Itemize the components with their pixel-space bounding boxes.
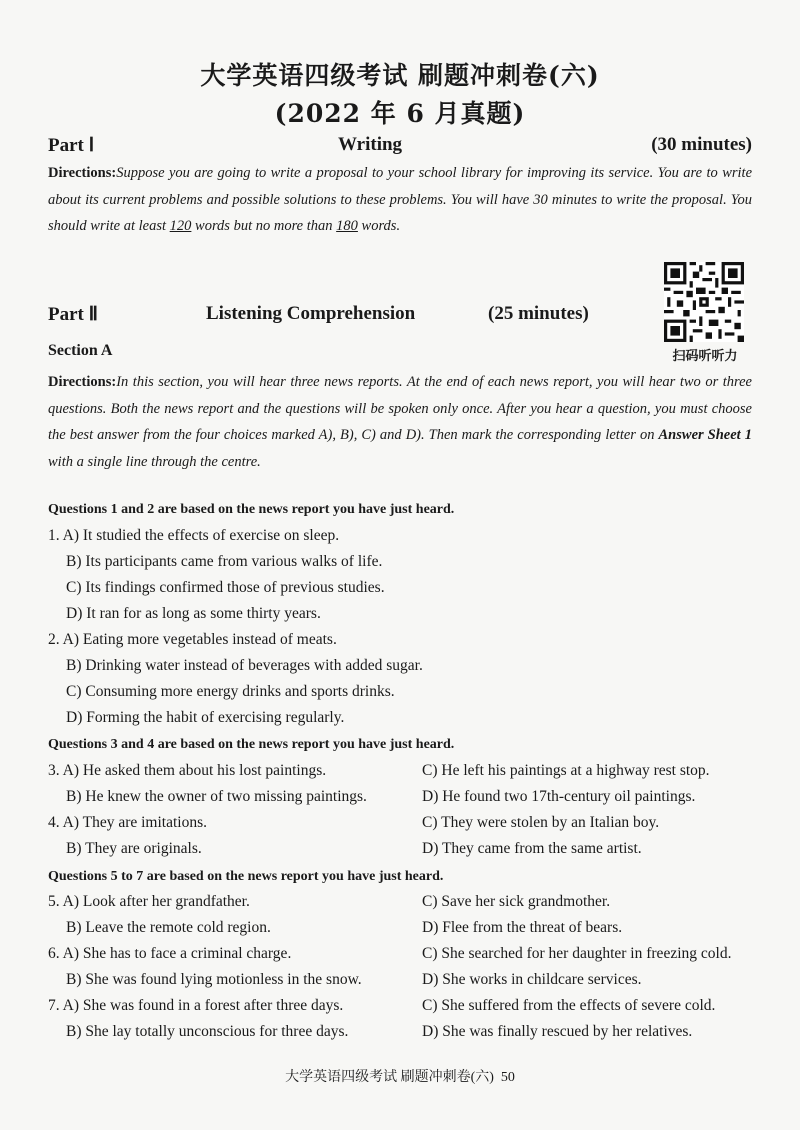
page-title: 大学英语四级考试 刷题冲刺卷(六) [200, 61, 600, 90]
qr-code-icon[interactable] [664, 262, 744, 342]
part1-directions [48, 160, 752, 240]
part1-heading [48, 134, 752, 160]
option-2c[interactable]: C) Consuming more energy drinks and sports drinks. [66, 683, 395, 700]
directions-text: Suppose you are going to write a proposal to your school library for improving its service. You are to write about its current problems and possible solutions to these problems. You will have 30 minutes to write the proposal. You should write at least [48, 165, 752, 234]
directions-text: words. [357, 218, 401, 234]
page-subtitle: (2022 年 6 月真题) [274, 99, 526, 128]
option-7c[interactable]: C) She suffered from the effects of severe cold. [422, 997, 716, 1014]
option-6b[interactable]: B) She was found lying motionless in the snow. [66, 971, 362, 988]
option-6c[interactable]: C) She searched for her daughter in freezing cold. [422, 945, 732, 962]
question-group-heading: Questions 1 and 2 are based on the news report you have just heard. [48, 502, 455, 517]
option-2a[interactable]: 2. A) Eating more vegetables instead of meats. [48, 631, 337, 648]
directions-text: In this section, you will hear three news reports. At the end of each news report, you will hear two or three questions. Both the news report and the questions will be spoken only once. After you hear a question, you must choose the best answer from the four choices marked A), B), C) and D). Then mark the corresponding letter on [48, 374, 752, 443]
question-group-heading: Questions 3 and 4 are based on the news report you have just heard. [48, 737, 455, 752]
part1-time: (30 minutes) [651, 134, 752, 155]
option-3c[interactable]: C) He left his paintings at a highway rest stop. [422, 762, 710, 779]
part2-directions [48, 369, 752, 475]
option-1c[interactable]: C) Its findings confirmed those of previous studies. [66, 579, 385, 596]
directions-label: Directions: [48, 165, 117, 181]
option-2b[interactable]: B) Drinking water instead of beverages with added sugar. [66, 657, 423, 674]
option-4b[interactable]: B) They are originals. [66, 840, 202, 857]
option-4d[interactable]: D) They came from the same artist. [422, 840, 642, 857]
answer-sheet-ref: Answer Sheet 1 [658, 427, 752, 443]
part2-time: (25 minutes) [488, 303, 589, 324]
option-3b[interactable]: B) He knew the owner of two missing paintings. [66, 788, 367, 805]
option-1b[interactable]: B) Its participants came from various walks of life. [66, 553, 383, 570]
option-5a[interactable]: 5. A) Look after her grandfather. [48, 893, 250, 910]
option-7b[interactable]: B) She lay totally unconscious for three days. [66, 1023, 349, 1040]
part1-name: Writing [338, 134, 403, 155]
part1-label: Part Ⅰ [48, 135, 95, 156]
footer-text: 大学英语四级考试 刷题冲刺卷(六) [285, 1070, 494, 1085]
page-number: 50 [500, 1070, 515, 1085]
page-footer [0, 1066, 800, 1086]
directions-label: Directions: [48, 374, 117, 390]
option-3d[interactable]: D) He found two 17th-century oil paintings. [422, 788, 696, 805]
option-2d[interactable]: D) Forming the habit of exercising regularly. [66, 709, 345, 726]
min-words: 120 [169, 218, 192, 234]
option-3a[interactable]: 3. A) He asked them about his lost paintings. [48, 762, 327, 779]
qr-caption: 扫码听听力 [672, 349, 738, 364]
directions-text: with a single line through the centre. [48, 453, 261, 470]
option-1d[interactable]: D) It ran for as long as some thirty years. [66, 605, 321, 622]
section-a-heading: Section A [48, 342, 113, 359]
option-6a[interactable]: 6. A) She has to face a criminal charge. [48, 945, 292, 962]
max-words: 180 [336, 218, 358, 234]
part2-name: Listening Comprehension [206, 303, 416, 324]
part2-heading [48, 303, 608, 329]
option-4a[interactable]: 4. A) They are imitations. [48, 814, 207, 831]
directions-text: words but no more than [191, 218, 337, 234]
part2-label: Part Ⅱ [48, 304, 98, 325]
question-group-heading: Questions 5 to 7 are based on the news report you have just heard. [48, 869, 444, 884]
option-6d[interactable]: D) She works in childcare services. [422, 971, 642, 988]
option-5b[interactable]: B) Leave the remote cold region. [66, 919, 271, 936]
option-5d[interactable]: D) Flee from the threat of bears. [422, 919, 623, 936]
option-5c[interactable]: C) Save her sick grandmother. [422, 893, 611, 910]
option-4c[interactable]: C) They were stolen by an Italian boy. [422, 814, 660, 831]
option-1a[interactable]: 1. A) It studied the effects of exercise on sleep. [48, 527, 340, 544]
option-7d[interactable]: D) She was finally rescued by her relatives. [422, 1023, 693, 1040]
option-7a[interactable]: 7. A) She was found in a forest after three days. [48, 997, 344, 1014]
